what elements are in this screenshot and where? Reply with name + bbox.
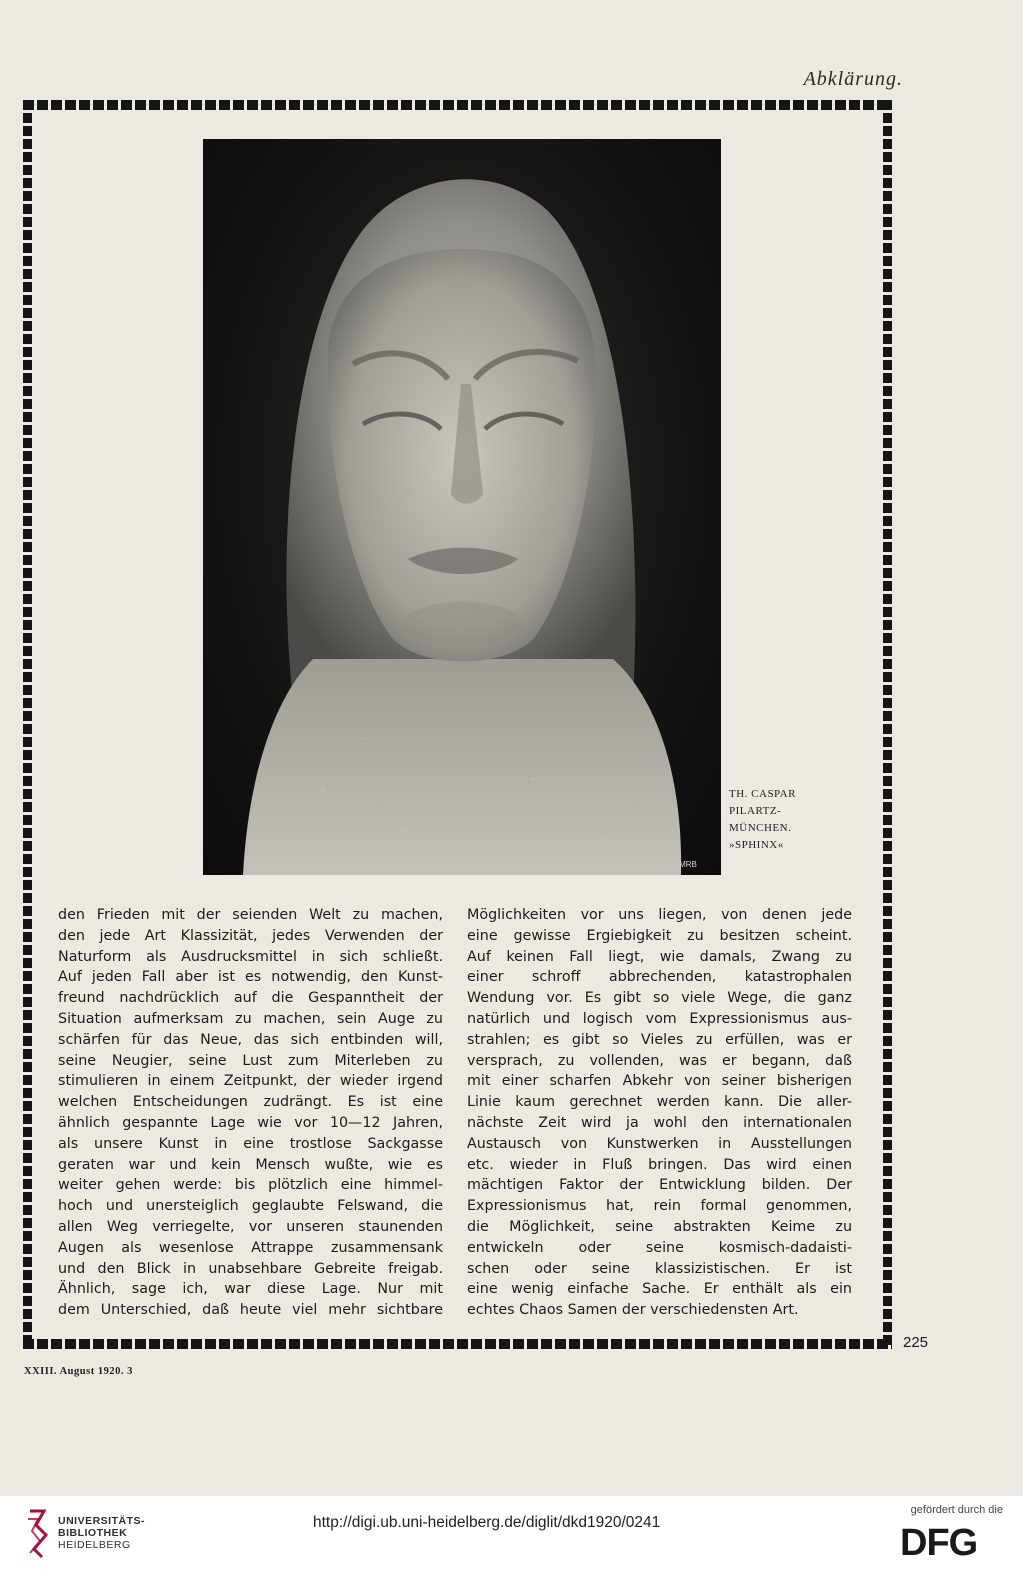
text-line: versprach, zu vollenden, was er begann, daß	[467, 1052, 852, 1069]
text-line: Ähnlich, sage ich, war diese Lage. Nur mit	[58, 1281, 443, 1298]
caption-line: TH. CASPAR	[729, 788, 796, 800]
text-line: Wendung vor. Es gibt so viele Wege, die ganz	[467, 990, 852, 1007]
text-line: und den Blick in unabsehbare Gebreite freigab.	[58, 1260, 443, 1277]
text-line: Austausch von Kunstwerken in Ausstellungen	[467, 1135, 852, 1152]
university-library-logo-icon[interactable]	[26, 1505, 52, 1561]
text-line: schen oder seine klassizistischen. Er ist	[467, 1260, 852, 1277]
sculpture-photograph	[203, 139, 721, 875]
image-caption	[729, 786, 839, 854]
text-line: welchen Entscheidungen zudrängt. Es ist eine	[58, 1094, 443, 1111]
text-line: geraten war und kein Mensch wußte, wie es	[58, 1156, 443, 1173]
text-line: nächste Zeit wird ja wohl den internationalen	[467, 1114, 852, 1131]
text-line: schärfen für das Neue, das sich entbinden will,	[58, 1031, 443, 1048]
text-line: Linie kaum gerechnet werden kann. Die aller-	[467, 1094, 852, 1111]
text-line: stimulieren in einem Zeitpunkt, der wieder irgend	[58, 1073, 443, 1090]
text-line: etc. wieder in Fluß bringen. Das wird einen	[467, 1156, 852, 1173]
text-line: hoch und unersteiglich geglaubte Felswand, die	[58, 1198, 443, 1215]
page-number: 225	[903, 1334, 929, 1351]
text-line: Augen als wesenlose Attrappe zusammensank	[58, 1239, 443, 1256]
caption-line: MÜNCHEN.	[729, 822, 792, 834]
permalink-url[interactable]: http://digi.ub.uni-heidelberg.de/diglit/dkd1920/0241	[313, 1514, 661, 1531]
text-line: seine Neugier, seine Lust zum Miterleben zu	[58, 1052, 443, 1069]
caption-line: »SPHINX«	[729, 839, 784, 851]
text-line: dem Unterschied, daß heute viel mehr sichtbare	[58, 1302, 443, 1319]
text-line: mit einer scharfen Abkehr von seiner bisherigen	[467, 1073, 852, 1090]
text-line: weiter gehen werde: bis plötzlich eine himmel-	[58, 1177, 443, 1194]
frame-border-left	[23, 100, 32, 1348]
text-line: einer schroff abbrechenden, katastrophalen	[467, 969, 852, 986]
text-line: freund nachdrücklich auf die Gespanntheit der	[58, 990, 443, 1007]
sphinx-sculpture-image	[203, 139, 721, 875]
library-line: UNIVERSITÄTS-	[58, 1515, 146, 1527]
text-line: natürlich und logisch vom Expressionismus aus-	[467, 1010, 852, 1027]
frame-border-right	[883, 100, 892, 1348]
dfg-logo[interactable]: DFG	[900, 1522, 978, 1564]
text-line: Naturform als Ausdrucksmittel in sich schließt.	[58, 948, 443, 965]
caption-line: PILARTZ-	[729, 805, 782, 817]
text-column-right	[467, 905, 852, 1321]
text-line: echtes Chaos Samen der verschiedensten Art.	[467, 1302, 799, 1319]
library-line: HEIDELBERG	[58, 1539, 131, 1551]
text-line: allen Weg verriegelte, vor unseren staunenden	[58, 1218, 443, 1235]
text-line: als unsere Kunst in eine trostlose Sackgasse	[58, 1135, 443, 1152]
text-line: entwickeln oder seine kosmisch-dadaisti-	[467, 1239, 852, 1256]
frame-border-top	[23, 100, 892, 110]
library-line: BIBLIOTHEK	[58, 1527, 128, 1539]
text-line: Expressionismus hat, rein formal genommen,	[467, 1198, 852, 1215]
photo-monogram: MRB	[679, 860, 697, 869]
text-line: die Möglichkeit, seine abstrakten Keime zu	[467, 1218, 852, 1235]
text-line: eine gewisse Ergiebigkeit zu besitzen scheint.	[467, 927, 852, 944]
text-line: Auf jeden Fall aber ist es notwendig, den Kunst-	[58, 969, 443, 986]
text-line: ähnlich gespannte Lage wie vor 10—12 Jahren,	[58, 1114, 443, 1131]
printer-signature: XXIII. August 1920. 3	[24, 1366, 133, 1377]
funding-claim: gefördert durch die	[910, 1504, 1003, 1516]
text-line: den Frieden mit der seienden Welt zu machen,	[58, 907, 443, 923]
text-line: mächtigen Faktor der Entwicklung bilden. Der	[467, 1177, 852, 1194]
running-head: Abklärung.	[803, 68, 903, 90]
frame-border-bottom	[23, 1339, 892, 1349]
text-line: strahlen; es gibt so Vieles zu erfüllen, was er	[467, 1031, 852, 1048]
text-line: den jede Art Klassizität, jedes Verwenden der	[58, 927, 443, 944]
text-line: eine wenig einfache Sache. Er enthält als ein	[467, 1281, 852, 1298]
text-line: Auf keinen Fall liegt, wie damals, Zwang zu	[467, 948, 852, 965]
text-line: Situation aufmerksam zu machen, sein Auge zu	[58, 1010, 443, 1027]
university-library-name[interactable]	[58, 1515, 145, 1551]
digitization-footer	[0, 1496, 1023, 1584]
text-line: Möglichkeiten vor uns liegen, von denen jede	[467, 907, 852, 923]
text-column-left	[58, 905, 443, 1321]
